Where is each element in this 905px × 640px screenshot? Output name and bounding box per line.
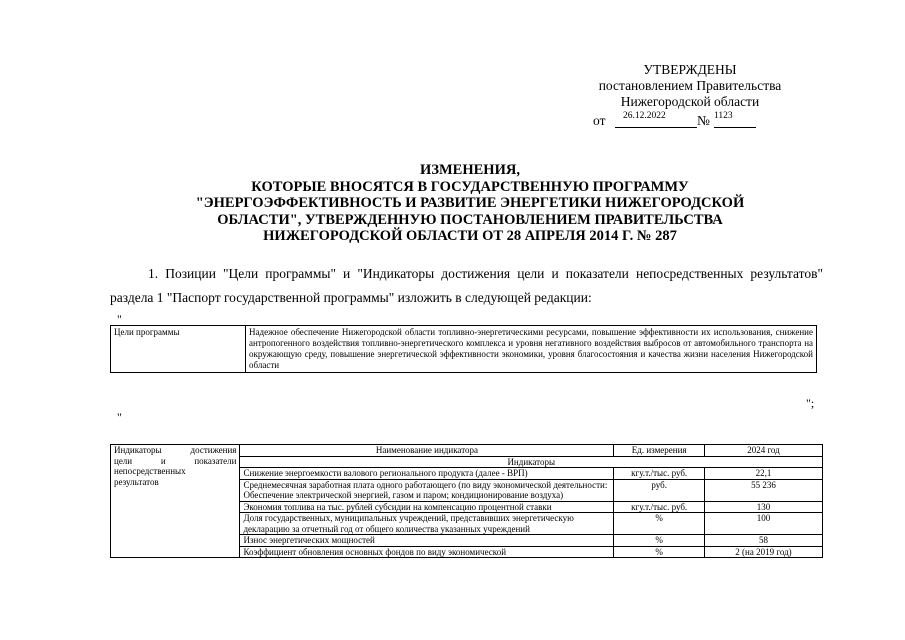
date-value: 26.12.2022 (623, 111, 666, 121)
indicator-value: 58 (704, 535, 822, 547)
approval-line1: УТВЕРЖДЕНЫ (643, 62, 737, 77)
row-label-line: Индикаторы достижения (114, 445, 237, 455)
indicator-unit: руб. (614, 479, 705, 501)
number-sign: № (697, 113, 710, 128)
indicator-value: 55 236 (704, 479, 822, 501)
row-label-line: цели и показатели (114, 455, 237, 466)
title-line4: ОБЛАСТИ", УТВЕРЖДЕННУЮ ПОСТАНОВЛЕНИЕМ ПРАВИТЕЛЬСТВА (217, 211, 723, 228)
row-label-line: результатов (114, 476, 159, 487)
indicators-table (110, 444, 823, 558)
section-indicators: Индикаторы (240, 456, 823, 468)
document-title (120, 162, 820, 245)
approval-stamp (575, 62, 805, 128)
header-unit: Ед. измерения (614, 445, 705, 457)
indicator-unit: % (614, 535, 705, 547)
indicator-value: 22,1 (704, 468, 822, 480)
header-name: Наименование индикатора (240, 445, 614, 457)
table-header-row (111, 445, 823, 457)
number-value: 1123 (714, 111, 733, 121)
row-label-line: непосредственных (114, 466, 186, 476)
title-line5: НИЖЕГОРОДСКОЙ ОБЛАСТИ ОТ 28 АПРЕЛЯ 2014 Г. № 287 (263, 228, 677, 244)
title-line2: КОТОРЫЕ ВНОСЯТСЯ В ГОСУДАРСТВЕННУЮ ПРОГРАММУ (251, 178, 689, 195)
approval-date-line (575, 110, 805, 128)
indicator-unit: кгу.т./тыс. руб. (614, 501, 705, 513)
header-year: 2024 год (704, 445, 822, 457)
indicator-value: 100 (704, 513, 822, 535)
indicator-name: Коэффициент обновления основных фондов по виду экономической (240, 546, 614, 558)
goals-table (110, 325, 817, 373)
indicator-name: Доля государственных, муниципальных учреждений, представивших энергетическую декларацию за отчетный год от общего количества указанных учреждений (240, 513, 614, 535)
approval-line3: Нижегородской области (620, 94, 760, 109)
open-quote-1: " (117, 312, 122, 326)
indicators-row-label (111, 445, 240, 558)
paragraph-1: 1. Позиции "Цели программы" и "Индикаторы достижения цели и показатели непосредственных результатов" раздела 1 "Паспорт государственной программы" изложить в следующей редакции: (110, 266, 823, 305)
approval-line2: постановлением Правительства (598, 78, 782, 93)
open-quote-2: " (117, 410, 122, 424)
indicator-unit: % (614, 546, 705, 558)
number-underline (714, 127, 756, 128)
date-prefix: от (593, 113, 606, 128)
indicator-name: Снижение энергоемкости валового регионального продукта (далее - ВРП) (240, 468, 614, 480)
date-underline (615, 127, 697, 128)
table-row (111, 326, 817, 373)
title-line1: ИЗМЕНЕНИЯ, (420, 162, 520, 178)
indicator-name: Среднемесячная заработная плата одного работающего (по виду экономической деятельности: Обеспечение электрической энергией, газом и паром; кондиционирование воздуха) (240, 479, 614, 501)
indicator-unit: % (614, 513, 705, 535)
indicator-unit: кгу.т./тыс. руб. (614, 468, 705, 480)
goals-text: Надежное обеспечение Нижегородской области топливно-энергетическими ресурсами, повышение эффективности их использования, снижение антропогенного воздействия топливно-энергетического комплекса и уровня негативного воздействия выбросов от автомобильного транспорта на окружающую среду, повышение энергетической эффективности экономики, уровня благосостояния и качества жизни населения Нижегородской области (246, 326, 817, 373)
indicator-value: 2 (на 2019 год) (704, 546, 822, 558)
indicator-name: Экономия топлива на тыс. рублей субсидии на компенсацию процентной ставки (240, 501, 614, 513)
goals-label: Цели программы (111, 326, 246, 373)
close-quote-1: "; (806, 396, 815, 410)
title-line3: "ЭНЕРГОЭФФЕКТИВНОСТЬ И РАЗВИТИЕ ЭНЕРГЕТИКИ НИЖЕГОРОДСКОЙ (195, 195, 745, 211)
indicator-name: Износ энергетических мощностей (240, 535, 614, 547)
indicator-value: 130 (704, 501, 822, 513)
